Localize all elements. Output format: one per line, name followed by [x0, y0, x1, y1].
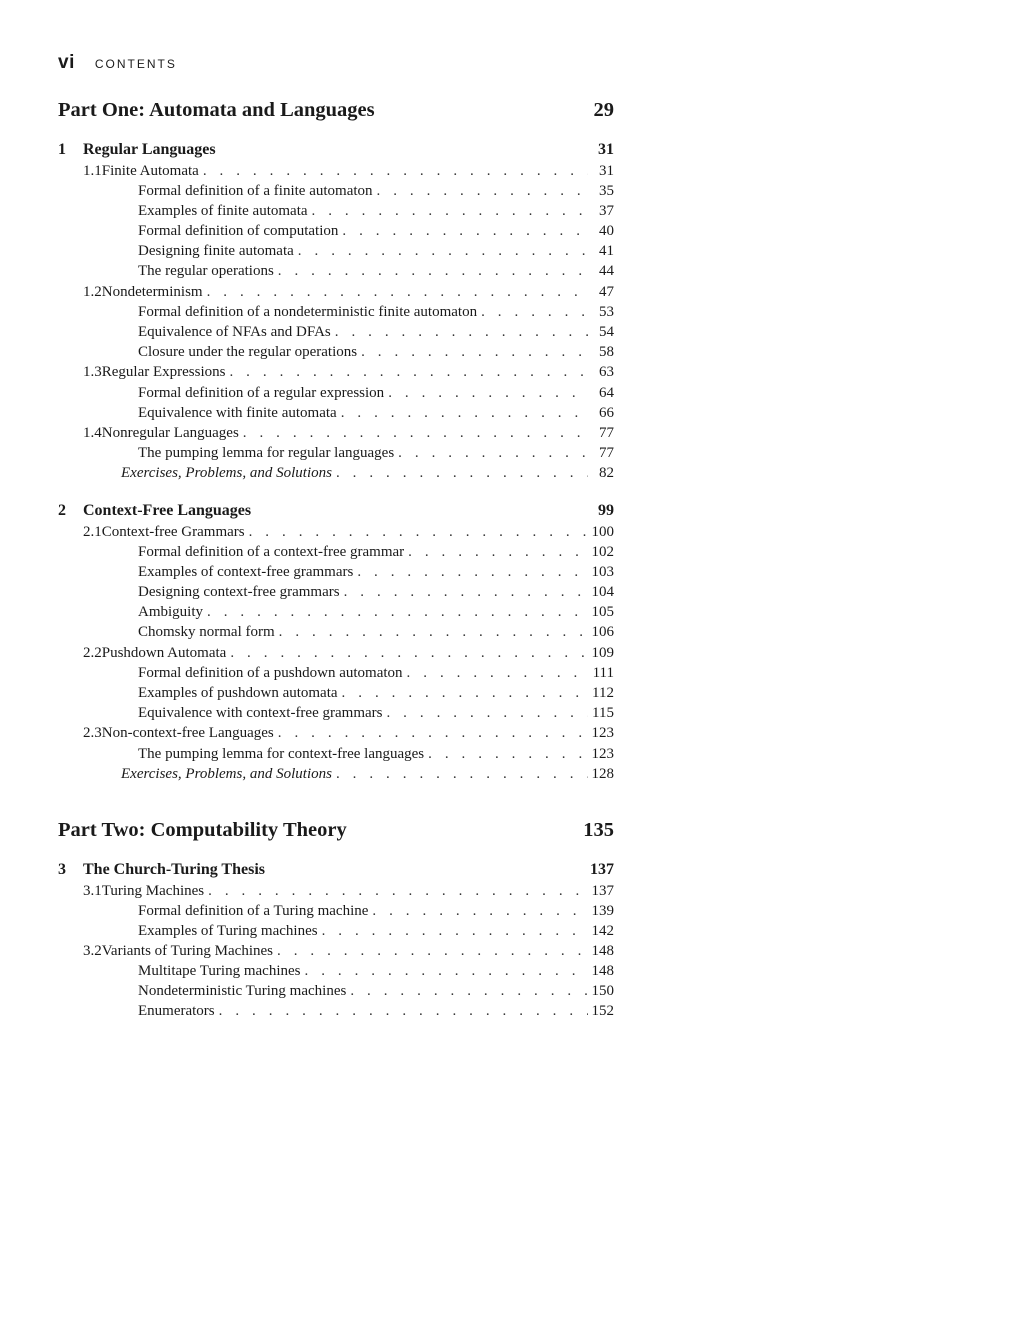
chapter-number: 3 — [58, 861, 66, 878]
toc-entry-subsection — [138, 201, 614, 221]
entry-title: The regular operations — [138, 263, 274, 279]
toc-entry-section — [83, 522, 614, 542]
entry-page: 37 — [599, 203, 614, 219]
entry-page: 77 — [599, 445, 614, 461]
toc-entry-subsection — [138, 961, 614, 981]
dot-leader — [342, 221, 588, 241]
toc-entry-subsection — [138, 383, 614, 403]
entry-title: Regular Expressions — [101, 364, 226, 380]
entry-page: 41 — [599, 243, 614, 259]
entry-page: 139 — [591, 903, 614, 919]
entry-page: 82 — [599, 465, 614, 481]
entry-page: 44 — [599, 263, 614, 279]
entry-title: Formal definition of a nondeterministic finite automaton — [138, 304, 478, 320]
chapter-title: The Church-Turing Thesis — [83, 861, 265, 878]
entry-page: 128 — [591, 766, 614, 782]
dot-leader — [279, 622, 588, 642]
toc-entry-subsection — [138, 181, 614, 201]
entry-title: Designing context-free grammars — [138, 584, 340, 600]
chapter-number: 1 — [58, 141, 66, 158]
entry-title: Formal definition of computation — [138, 223, 339, 239]
dot-leader — [377, 181, 588, 201]
dot-leader — [207, 282, 588, 302]
toc-entry-subsection — [138, 241, 614, 261]
dot-leader — [219, 1001, 588, 1021]
entry-page: 64 — [599, 385, 614, 401]
entry-title: Examples of context-free grammars — [138, 564, 354, 580]
toc-entry-subsection — [138, 542, 614, 562]
entry-title: The pumping lemma for regular languages — [138, 445, 395, 461]
entry-title: Examples of finite automata — [138, 203, 308, 219]
dot-leader — [278, 723, 588, 743]
toc-entry-subsection — [138, 302, 614, 322]
dot-leader — [408, 542, 587, 562]
toc-entry-section — [83, 643, 614, 663]
section-number: 1.2 — [83, 284, 102, 300]
entry-page: 54 — [599, 324, 614, 340]
entry-title: Examples of pushdown automata — [138, 685, 338, 701]
entry-title: Closure under the regular operations — [138, 344, 358, 360]
entry-page: 40 — [599, 223, 614, 239]
chapter-1-heading — [58, 141, 614, 159]
entry-title: Multitape Turing machines — [138, 963, 301, 979]
dot-leader — [305, 961, 588, 981]
entry-title: Nondeterminism — [101, 284, 203, 300]
entry-title: Nondeterministic Turing machines — [138, 983, 347, 999]
entry-page: 105 — [591, 604, 614, 620]
toc-entry-exercises — [121, 764, 614, 784]
chapter-title: Context-Free Languages — [83, 502, 252, 519]
entry-page: 35 — [599, 183, 614, 199]
dot-leader — [341, 403, 588, 423]
entry-title: Pushdown Automata — [101, 645, 227, 661]
dot-leader — [207, 602, 587, 622]
dot-leader — [249, 522, 588, 542]
chapter-2-heading — [58, 502, 614, 520]
entry-title: Equivalence with finite automata — [138, 405, 337, 421]
toc-entry-subsection — [138, 622, 614, 642]
toc-entry-subsection — [138, 683, 614, 703]
part-two-heading — [58, 819, 614, 842]
entry-title: Exercises, Problems, and Solutions — [121, 766, 332, 782]
part-page: 135 — [583, 819, 614, 841]
page-number: vi — [58, 52, 75, 73]
toc-entry-section — [83, 282, 614, 302]
dot-leader — [298, 241, 588, 261]
chapter-page: 31 — [598, 141, 614, 158]
entry-title: Exercises, Problems, and Solutions — [121, 465, 332, 481]
dot-leader — [203, 161, 588, 181]
toc-entry-subsection — [138, 744, 614, 764]
dot-leader — [230, 643, 587, 663]
chapter-number: 2 — [58, 502, 66, 519]
dot-leader — [335, 322, 588, 342]
toc-entry-subsection — [138, 921, 614, 941]
chapter-title: Regular Languages — [83, 141, 216, 158]
entry-title: Designing finite automata — [138, 243, 294, 259]
dot-leader — [344, 582, 588, 602]
entry-page: 152 — [591, 1003, 614, 1019]
entry-title: Finite Automata — [101, 163, 199, 179]
dot-leader — [342, 683, 588, 703]
dot-leader — [322, 921, 588, 941]
toc-entry-subsection — [138, 602, 614, 622]
entry-title: Chomsky normal form — [138, 624, 275, 640]
entry-title: Turing Machines — [101, 883, 205, 899]
dot-leader — [372, 901, 587, 921]
section-number: 3.1 — [83, 883, 102, 899]
entry-page: 63 — [599, 364, 614, 380]
entry-page: 31 — [599, 163, 614, 179]
dot-leader — [481, 302, 588, 322]
entry-title: Non-context-free Languages — [101, 725, 274, 741]
toc-entry-subsection — [138, 1001, 614, 1021]
dot-leader — [277, 941, 588, 961]
dot-leader — [386, 703, 588, 723]
toc-entry-subsection — [138, 443, 614, 463]
entry-title: Variants of Turing Machines — [101, 943, 273, 959]
dot-leader — [428, 744, 587, 764]
dot-leader — [398, 443, 588, 463]
toc-entry-subsection — [138, 663, 614, 683]
toc-entry-section — [83, 723, 614, 743]
part-page: 29 — [593, 99, 614, 121]
toc-entry-subsection — [138, 322, 614, 342]
toc-entry-subsection — [138, 261, 614, 281]
toc-entry-subsection — [138, 403, 614, 423]
entry-title: Formal definition of a context-free grammar — [138, 544, 405, 560]
toc-entry-exercises — [121, 463, 614, 483]
part-one-heading — [58, 99, 614, 122]
toc-entry-subsection — [138, 582, 614, 602]
toc-entry-subsection — [138, 342, 614, 362]
entry-page: 115 — [592, 705, 614, 721]
toc-entry-section — [83, 362, 614, 382]
dot-leader — [312, 201, 588, 221]
dot-leader — [388, 383, 588, 403]
entry-page: 58 — [599, 344, 614, 360]
entry-title: Formal definition of a regular expression — [138, 385, 385, 401]
entry-page: 142 — [591, 923, 614, 939]
section-number: 1.4 — [83, 425, 102, 441]
part-title: Part One: Automata and Languages — [58, 99, 375, 121]
entry-page: 148 — [591, 943, 614, 959]
entry-title: Equivalence with context-free grammars — [138, 705, 383, 721]
entry-page: 103 — [591, 564, 614, 580]
entry-title: Formal definition of a pushdown automaton — [138, 665, 403, 681]
toc-entry-subsection — [138, 703, 614, 723]
entry-title: Enumerators — [138, 1003, 215, 1019]
entry-page: 111 — [592, 665, 614, 681]
entry-page: 77 — [599, 425, 614, 441]
section-number: 2.3 — [83, 725, 102, 741]
part-title: Part Two: Computability Theory — [58, 819, 347, 841]
entry-page: 53 — [599, 304, 614, 320]
dot-leader — [350, 981, 587, 1001]
section-number: 1.1 — [83, 163, 102, 179]
toc-entry-section — [83, 423, 614, 443]
section-number: 3.2 — [83, 943, 102, 959]
entry-page: 137 — [591, 883, 614, 899]
entry-title: Context-free Grammars — [101, 524, 245, 540]
toc-entry-subsection — [138, 981, 614, 1001]
entry-page: 112 — [592, 685, 614, 701]
entry-title: Nonregular Languages — [101, 425, 239, 441]
toc-entry-section — [83, 161, 614, 181]
dot-leader — [243, 423, 588, 443]
entry-title: Formal definition of a finite automaton — [138, 183, 373, 199]
entry-title: Formal definition of a Turing machine — [138, 903, 369, 919]
section-number: 2.1 — [83, 524, 102, 540]
dot-leader — [278, 261, 588, 281]
entry-page: 109 — [591, 645, 614, 661]
entry-page: 106 — [591, 624, 614, 640]
dot-leader — [361, 342, 588, 362]
toc-entry-subsection — [138, 221, 614, 241]
dot-leader — [229, 362, 588, 382]
dot-leader — [336, 764, 588, 784]
entry-page: 66 — [599, 405, 614, 421]
chapter-page: 137 — [590, 861, 614, 878]
entry-page: 123 — [591, 725, 614, 741]
dot-leader — [208, 881, 587, 901]
section-label: CONTENTS — [94, 57, 177, 71]
section-number: 2.2 — [83, 645, 102, 661]
entry-title: Ambiguity — [138, 604, 204, 620]
dot-leader — [407, 663, 588, 683]
chapter-page: 99 — [598, 502, 614, 519]
dot-leader — [336, 463, 588, 483]
entry-page: 123 — [591, 746, 614, 762]
entry-title: The pumping lemma for context-free languages — [138, 746, 425, 762]
entry-page: 104 — [591, 584, 614, 600]
entry-page: 148 — [591, 963, 614, 979]
entry-page: 47 — [599, 284, 614, 300]
entry-page: 102 — [591, 544, 614, 560]
toc-entry-subsection — [138, 901, 614, 921]
entry-page: 100 — [591, 524, 614, 540]
running-head — [58, 52, 177, 74]
entry-title: Examples of Turing machines — [138, 923, 318, 939]
section-number: 1.3 — [83, 364, 102, 380]
entry-title: Equivalence of NFAs and DFAs — [138, 324, 331, 340]
toc-entry-subsection — [138, 562, 614, 582]
chapter-3-heading — [58, 861, 614, 879]
toc-entry-section — [83, 881, 614, 901]
toc-entry-section — [83, 941, 614, 961]
dot-leader — [357, 562, 587, 582]
entry-page: 150 — [591, 983, 614, 999]
